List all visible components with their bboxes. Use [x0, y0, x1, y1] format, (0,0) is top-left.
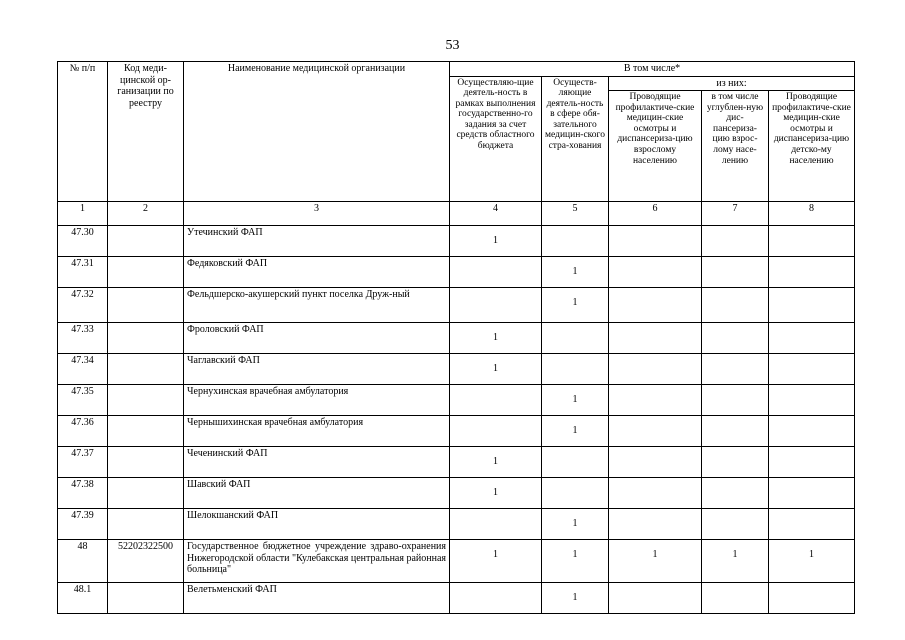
cell-adult — [609, 226, 702, 257]
row-name: Шелокшанский ФАП — [184, 509, 450, 540]
row-name: Фельдшерско-акушерский пункт поселка Друж-ный — [184, 288, 450, 323]
cell-adult: 1 — [609, 540, 702, 583]
cell-in-depth — [702, 354, 769, 385]
row-num: 48 — [58, 540, 108, 583]
header-num: № п/п — [58, 62, 108, 202]
header-oms: Осуществ-ляющие деятель-ность в сфере обя-зательного медицин-ского стра-хования — [542, 76, 609, 202]
table-row — [58, 540, 855, 583]
column-number: 2 — [108, 202, 184, 226]
cell-oms — [542, 478, 609, 509]
cell-in-depth — [702, 509, 769, 540]
cell-oms: 1 — [542, 540, 609, 583]
row-num: 47.39 — [58, 509, 108, 540]
cell-oms: 1 — [542, 257, 609, 288]
cell-child — [769, 447, 855, 478]
column-number: 4 — [450, 202, 542, 226]
row-name: Фроловский ФАП — [184, 323, 450, 354]
table-row — [58, 226, 855, 257]
medical-organizations-table — [57, 61, 855, 614]
header-budget: Осуществляю-щие деятель-ность в рамках выполнения государственно-го задания за счет средств областного бюджета — [450, 76, 542, 202]
table-row — [58, 288, 855, 323]
cell-child — [769, 323, 855, 354]
row-name: Утечинский ФАП — [184, 226, 450, 257]
cell-budget: 1 — [450, 323, 542, 354]
table-row — [58, 354, 855, 385]
header-code: Код меди-цинской ор-ганизации по реестру — [108, 62, 184, 202]
row-code — [108, 583, 184, 614]
row-name: Государственное бюджетное учреждение здраво-охранения Нижегородской области "Кулебакская центральная районная больница" — [184, 540, 450, 583]
cell-in-depth — [702, 226, 769, 257]
row-code — [108, 385, 184, 416]
table-row — [58, 509, 855, 540]
table-body — [58, 226, 855, 614]
row-name: Шавский ФАП — [184, 478, 450, 509]
cell-budget: 1 — [450, 540, 542, 583]
row-num: 47.33 — [58, 323, 108, 354]
cell-in-depth: 1 — [702, 540, 769, 583]
column-number: 3 — [184, 202, 450, 226]
cell-child — [769, 385, 855, 416]
cell-adult — [609, 509, 702, 540]
row-num: 48.1 — [58, 583, 108, 614]
row-num: 47.32 — [58, 288, 108, 323]
table-row — [58, 447, 855, 478]
cell-budget: 1 — [450, 226, 542, 257]
column-number: 5 — [542, 202, 609, 226]
cell-oms: 1 — [542, 509, 609, 540]
cell-in-depth — [702, 447, 769, 478]
row-code — [108, 257, 184, 288]
row-name: Чаглавский ФАП — [184, 354, 450, 385]
row-code — [108, 447, 184, 478]
cell-child — [769, 583, 855, 614]
cell-budget — [450, 583, 542, 614]
cell-budget — [450, 257, 542, 288]
cell-adult — [609, 354, 702, 385]
table-row — [58, 416, 855, 447]
row-code — [108, 288, 184, 323]
table-row — [58, 257, 855, 288]
cell-oms — [542, 323, 609, 354]
cell-oms — [542, 447, 609, 478]
row-name: Федяковский ФАП — [184, 257, 450, 288]
cell-child — [769, 416, 855, 447]
row-num: 47.36 — [58, 416, 108, 447]
row-num: 47.34 — [58, 354, 108, 385]
cell-oms — [542, 354, 609, 385]
cell-adult — [609, 288, 702, 323]
header-of-them: из них: — [609, 76, 855, 91]
row-code — [108, 509, 184, 540]
page-number: 53 — [445, 38, 460, 53]
cell-budget: 1 — [450, 354, 542, 385]
cell-oms: 1 — [542, 288, 609, 323]
row-code — [108, 354, 184, 385]
cell-adult — [609, 583, 702, 614]
header-adult-checkups: Проводящие профилактиче-ские медицин-ские осмотры и диспансериза-цию взрослому населению — [609, 91, 702, 202]
cell-in-depth — [702, 478, 769, 509]
row-code: 52202322500 — [108, 540, 184, 583]
cell-oms — [542, 226, 609, 257]
cell-in-depth — [702, 323, 769, 354]
cell-child — [769, 354, 855, 385]
cell-in-depth — [702, 288, 769, 323]
row-num: 47.30 — [58, 226, 108, 257]
row-name: Велетьменский ФАП — [184, 583, 450, 614]
cell-child — [769, 509, 855, 540]
column-number: 7 — [702, 202, 769, 226]
row-name: Чеченинский ФАП — [184, 447, 450, 478]
cell-oms: 1 — [542, 385, 609, 416]
table-header — [58, 62, 855, 226]
cell-child — [769, 257, 855, 288]
cell-in-depth — [702, 416, 769, 447]
header-in-total: В том числе* — [450, 62, 855, 77]
cell-budget — [450, 385, 542, 416]
table-row — [58, 583, 855, 614]
row-code — [108, 416, 184, 447]
cell-child — [769, 478, 855, 509]
cell-in-depth — [702, 583, 769, 614]
row-num: 47.35 — [58, 385, 108, 416]
cell-adult — [609, 323, 702, 354]
cell-in-depth — [702, 385, 769, 416]
cell-child — [769, 288, 855, 323]
table-row — [58, 323, 855, 354]
cell-oms: 1 — [542, 416, 609, 447]
column-number: 6 — [609, 202, 702, 226]
cell-child — [769, 226, 855, 257]
cell-budget — [450, 509, 542, 540]
column-number-row — [58, 202, 855, 226]
cell-oms: 1 — [542, 583, 609, 614]
row-code — [108, 478, 184, 509]
cell-adult — [609, 416, 702, 447]
column-number: 1 — [58, 202, 108, 226]
row-code — [108, 323, 184, 354]
cell-in-depth — [702, 257, 769, 288]
row-code — [108, 226, 184, 257]
row-num: 47.31 — [58, 257, 108, 288]
cell-adult — [609, 447, 702, 478]
column-number: 8 — [769, 202, 855, 226]
cell-child: 1 — [769, 540, 855, 583]
table-row — [58, 385, 855, 416]
header-in-depth: в том числе углублен-ную дис-пансериза-цию взрос-лому насе-лению — [702, 91, 769, 202]
cell-budget — [450, 288, 542, 323]
row-name: Чернышихинская врачебная амбулатория — [184, 416, 450, 447]
cell-adult — [609, 385, 702, 416]
cell-budget — [450, 416, 542, 447]
cell-budget: 1 — [450, 478, 542, 509]
row-name: Чернухинская врачебная амбулатория — [184, 385, 450, 416]
row-num: 47.37 — [58, 447, 108, 478]
header-child-checkups: Проводящие профилактиче-ские медицин-ские осмотры и диспансериза-цию детско-му населению — [769, 91, 855, 202]
row-num: 47.38 — [58, 478, 108, 509]
table-row — [58, 478, 855, 509]
cell-budget: 1 — [450, 447, 542, 478]
cell-adult — [609, 257, 702, 288]
header-name: Наименование медицинской организации — [184, 62, 450, 202]
cell-adult — [609, 478, 702, 509]
